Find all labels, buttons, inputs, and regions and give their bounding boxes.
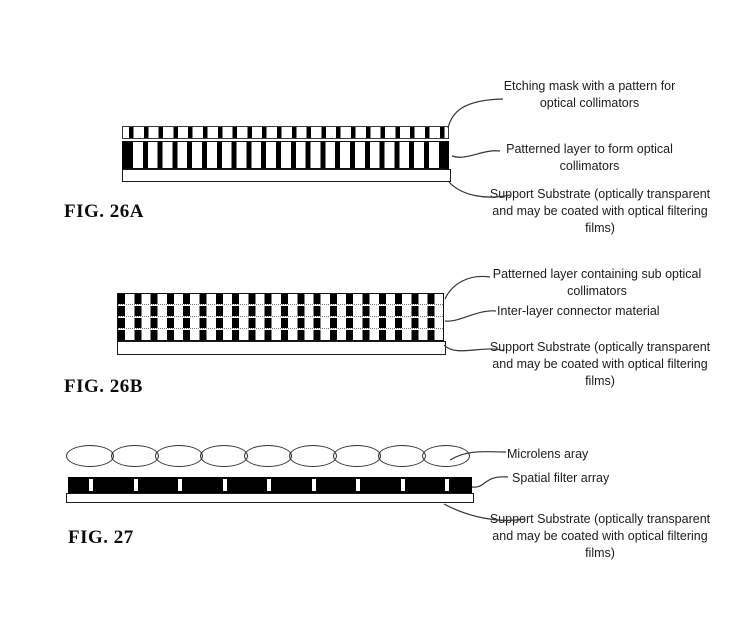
filter-gap	[89, 479, 93, 491]
leader-27-filter	[472, 477, 508, 487]
filter-gap	[401, 479, 405, 491]
fig26b-collimator-row	[118, 318, 443, 328]
filter-gap	[134, 479, 138, 491]
microlens-ellipse	[155, 445, 203, 467]
fig27-support-substrate	[66, 493, 474, 503]
microlens-ellipse	[422, 445, 470, 467]
filter-gap	[312, 479, 316, 491]
fig26b-support-substrate	[117, 341, 446, 355]
fig26a-label-etching-mask: Etching mask with a pattern for optical collimators	[503, 79, 676, 110]
fig26b-collimator-row	[118, 294, 443, 304]
fig27-label-support-substrate: Support Substrate (optically transparent and may be coated with optical filtering films)	[489, 512, 711, 560]
fig26b-caption: FIG. 26B	[64, 376, 143, 397]
leader-26a-mask	[448, 99, 503, 128]
microlens-ellipse	[66, 445, 114, 467]
fig26b-patterned-stack	[117, 293, 444, 341]
microlens-ellipse	[200, 445, 248, 467]
fig26a-label-support-substrate: Support Substrate (optically transparent and may be coated with optical filtering films)	[489, 187, 711, 235]
fig26b-collimator-row	[118, 306, 443, 316]
filter-gap	[178, 479, 182, 491]
leader-26b-connector	[445, 311, 496, 321]
filter-gap	[356, 479, 360, 491]
filter-gap	[445, 479, 449, 491]
fig26a-caption: FIG. 26A	[64, 201, 144, 222]
fig26b-label-connector: Inter-layer connector material	[497, 304, 660, 318]
microlens-ellipse	[244, 445, 292, 467]
fig27-spatial-filter-array	[68, 477, 472, 493]
leader-26b-patterned	[445, 276, 490, 299]
fig26b-label-patterned-layer: Patterned layer containing sub optical collimators	[492, 267, 702, 298]
fig27-label-spatial-filter: Spatial filter array	[512, 471, 610, 485]
filter-gap	[223, 479, 227, 491]
fig27-label-microlens: Microlens aray	[507, 447, 589, 461]
microlens-ellipse	[333, 445, 381, 467]
fig26a-etching-mask-layer	[122, 126, 449, 139]
fig27-caption: FIG. 27	[68, 527, 134, 548]
fig26a-support-substrate	[122, 169, 451, 182]
microlens-ellipse	[378, 445, 426, 467]
fig26a-label-patterned-layer: Patterned layer to form optical collimators	[506, 142, 673, 173]
fig26b-label-support-substrate: Support Substrate (optically transparent and may be coated with optical filtering films)	[489, 340, 711, 388]
microlens-ellipse	[289, 445, 337, 467]
filter-gap	[267, 479, 271, 491]
microlens-ellipse	[111, 445, 159, 467]
fig27-microlens-array	[66, 445, 470, 467]
fig26a-patterned-layer	[122, 141, 449, 169]
fig26b-collimator-row	[118, 330, 443, 340]
